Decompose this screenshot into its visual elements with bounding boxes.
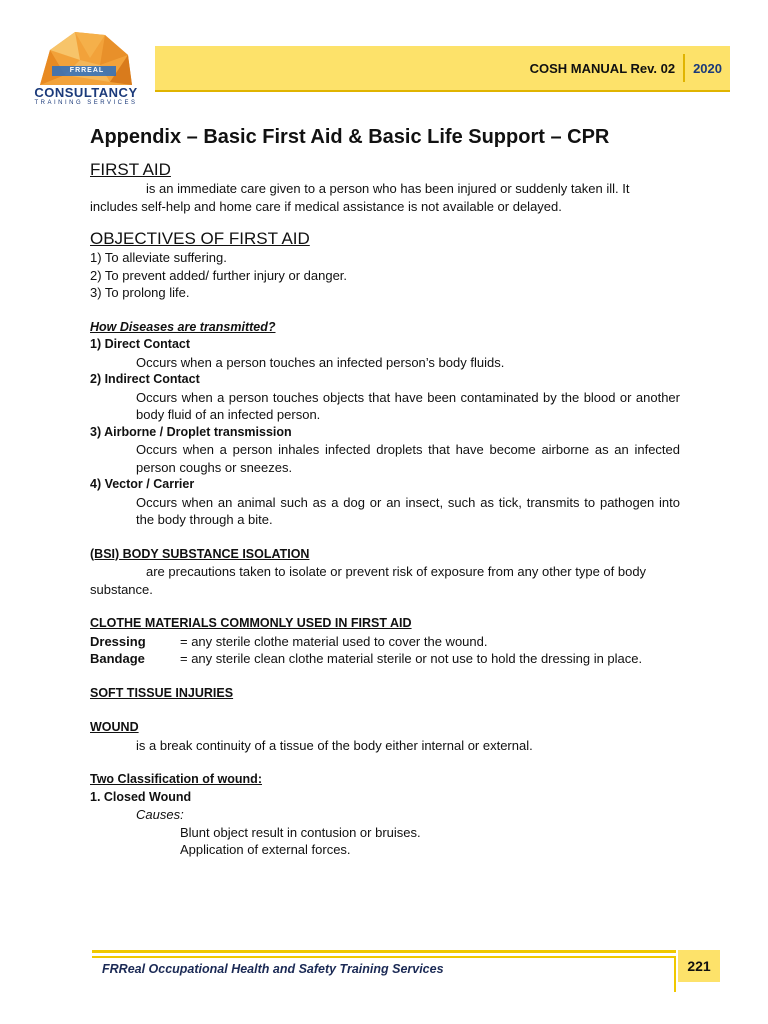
materials-heading: CLOTHE MATERIALS COMMONLY USED IN FIRST AID — [90, 616, 412, 630]
material-row — [90, 650, 680, 668]
objectives-heading: OBJECTIVES OF FIRST AID — [90, 229, 310, 248]
classification-heading: Two Classification of wound: — [90, 772, 262, 786]
material-term: Dressing — [90, 633, 146, 649]
objective-item: 1) To alleviate suffering. — [90, 250, 227, 265]
year-label: 2020 — [693, 60, 722, 76]
material-desc: = any sterile clothe material used to cover the wound. — [180, 633, 488, 649]
wound-heading: WOUND — [90, 720, 139, 734]
first-aid-text: is an immediate care given to a person who has been injured or suddenly taken ill. It includes self-help and home care if medical assistance is not available or delayed. — [90, 181, 630, 214]
transmission-text: Occurs when a person touches objects that have been contaminated by the blood or another body fluid of an infected person. — [136, 389, 680, 422]
material-desc: = any sterile clean clothe material sterile or not use to hold the dressing in place. — [180, 651, 643, 666]
transmission-title: 2) Indirect Contact — [90, 372, 200, 386]
transmission-text: Occurs when a person touches an infected person’s body fluids. — [136, 354, 505, 370]
transmission-title: 3) Airborne / Droplet transmission — [90, 424, 292, 439]
bsi-heading: (BSI) BODY SUBSTANCE ISOLATION — [90, 546, 310, 561]
transmission-text: Occurs when an animal such as a dog or an insect, such as tick, transmits to pathogen into the body through a bite. — [136, 494, 680, 527]
objective-item: 3) To prolong life. — [90, 285, 190, 300]
closed-wound-title: 1. Closed Wound — [90, 789, 192, 804]
causes-label: Causes: — [136, 807, 184, 822]
transmission-heading: How Diseases are transmitted? — [90, 319, 276, 334]
wound-text: is a break continuity of a tissue of the body either internal or external. — [136, 737, 533, 753]
transmission-title: 1) Direct Contact — [90, 337, 191, 351]
header-right — [155, 46, 730, 90]
page-number: 221 — [678, 950, 720, 982]
bsi-text: are precautions taken to isolate or prevent risk of exposure from any other type of body substance. — [90, 564, 647, 597]
footer-rule — [92, 950, 676, 953]
logo-text: CONSULTANCY — [34, 85, 138, 100]
transmission-title: 4) Vector / Carrier — [90, 477, 195, 491]
cause-item: Blunt object result in contusion or bruises. — [180, 824, 421, 840]
first-aid-heading: FIRST AID — [90, 160, 171, 179]
material-row — [90, 633, 680, 651]
material-term: Bandage — [90, 651, 145, 666]
soft-tissue-heading: SOFT TISSUE INJURIES — [90, 685, 234, 700]
cause-item: Application of external forces. — [180, 842, 351, 857]
document-body — [90, 124, 680, 859]
footer-text: FRReal Occupational Health and Safety Training Services — [102, 962, 444, 976]
transmission-text: Occurs when a person inhales infected droplets that have become airborne as an infected person coughs or sneezes. — [136, 442, 680, 475]
logo-subtext: TRAINING SERVICES — [34, 100, 138, 106]
objective-item: 2) To prevent added/ further injury or danger. — [90, 267, 348, 283]
logo-badge: FRREAL — [69, 67, 105, 74]
manual-label: COSH MANUAL Rev. 02 — [529, 60, 676, 76]
page-title: Appendix – Basic First Aid & Basic Life Support – CPR — [90, 126, 610, 148]
